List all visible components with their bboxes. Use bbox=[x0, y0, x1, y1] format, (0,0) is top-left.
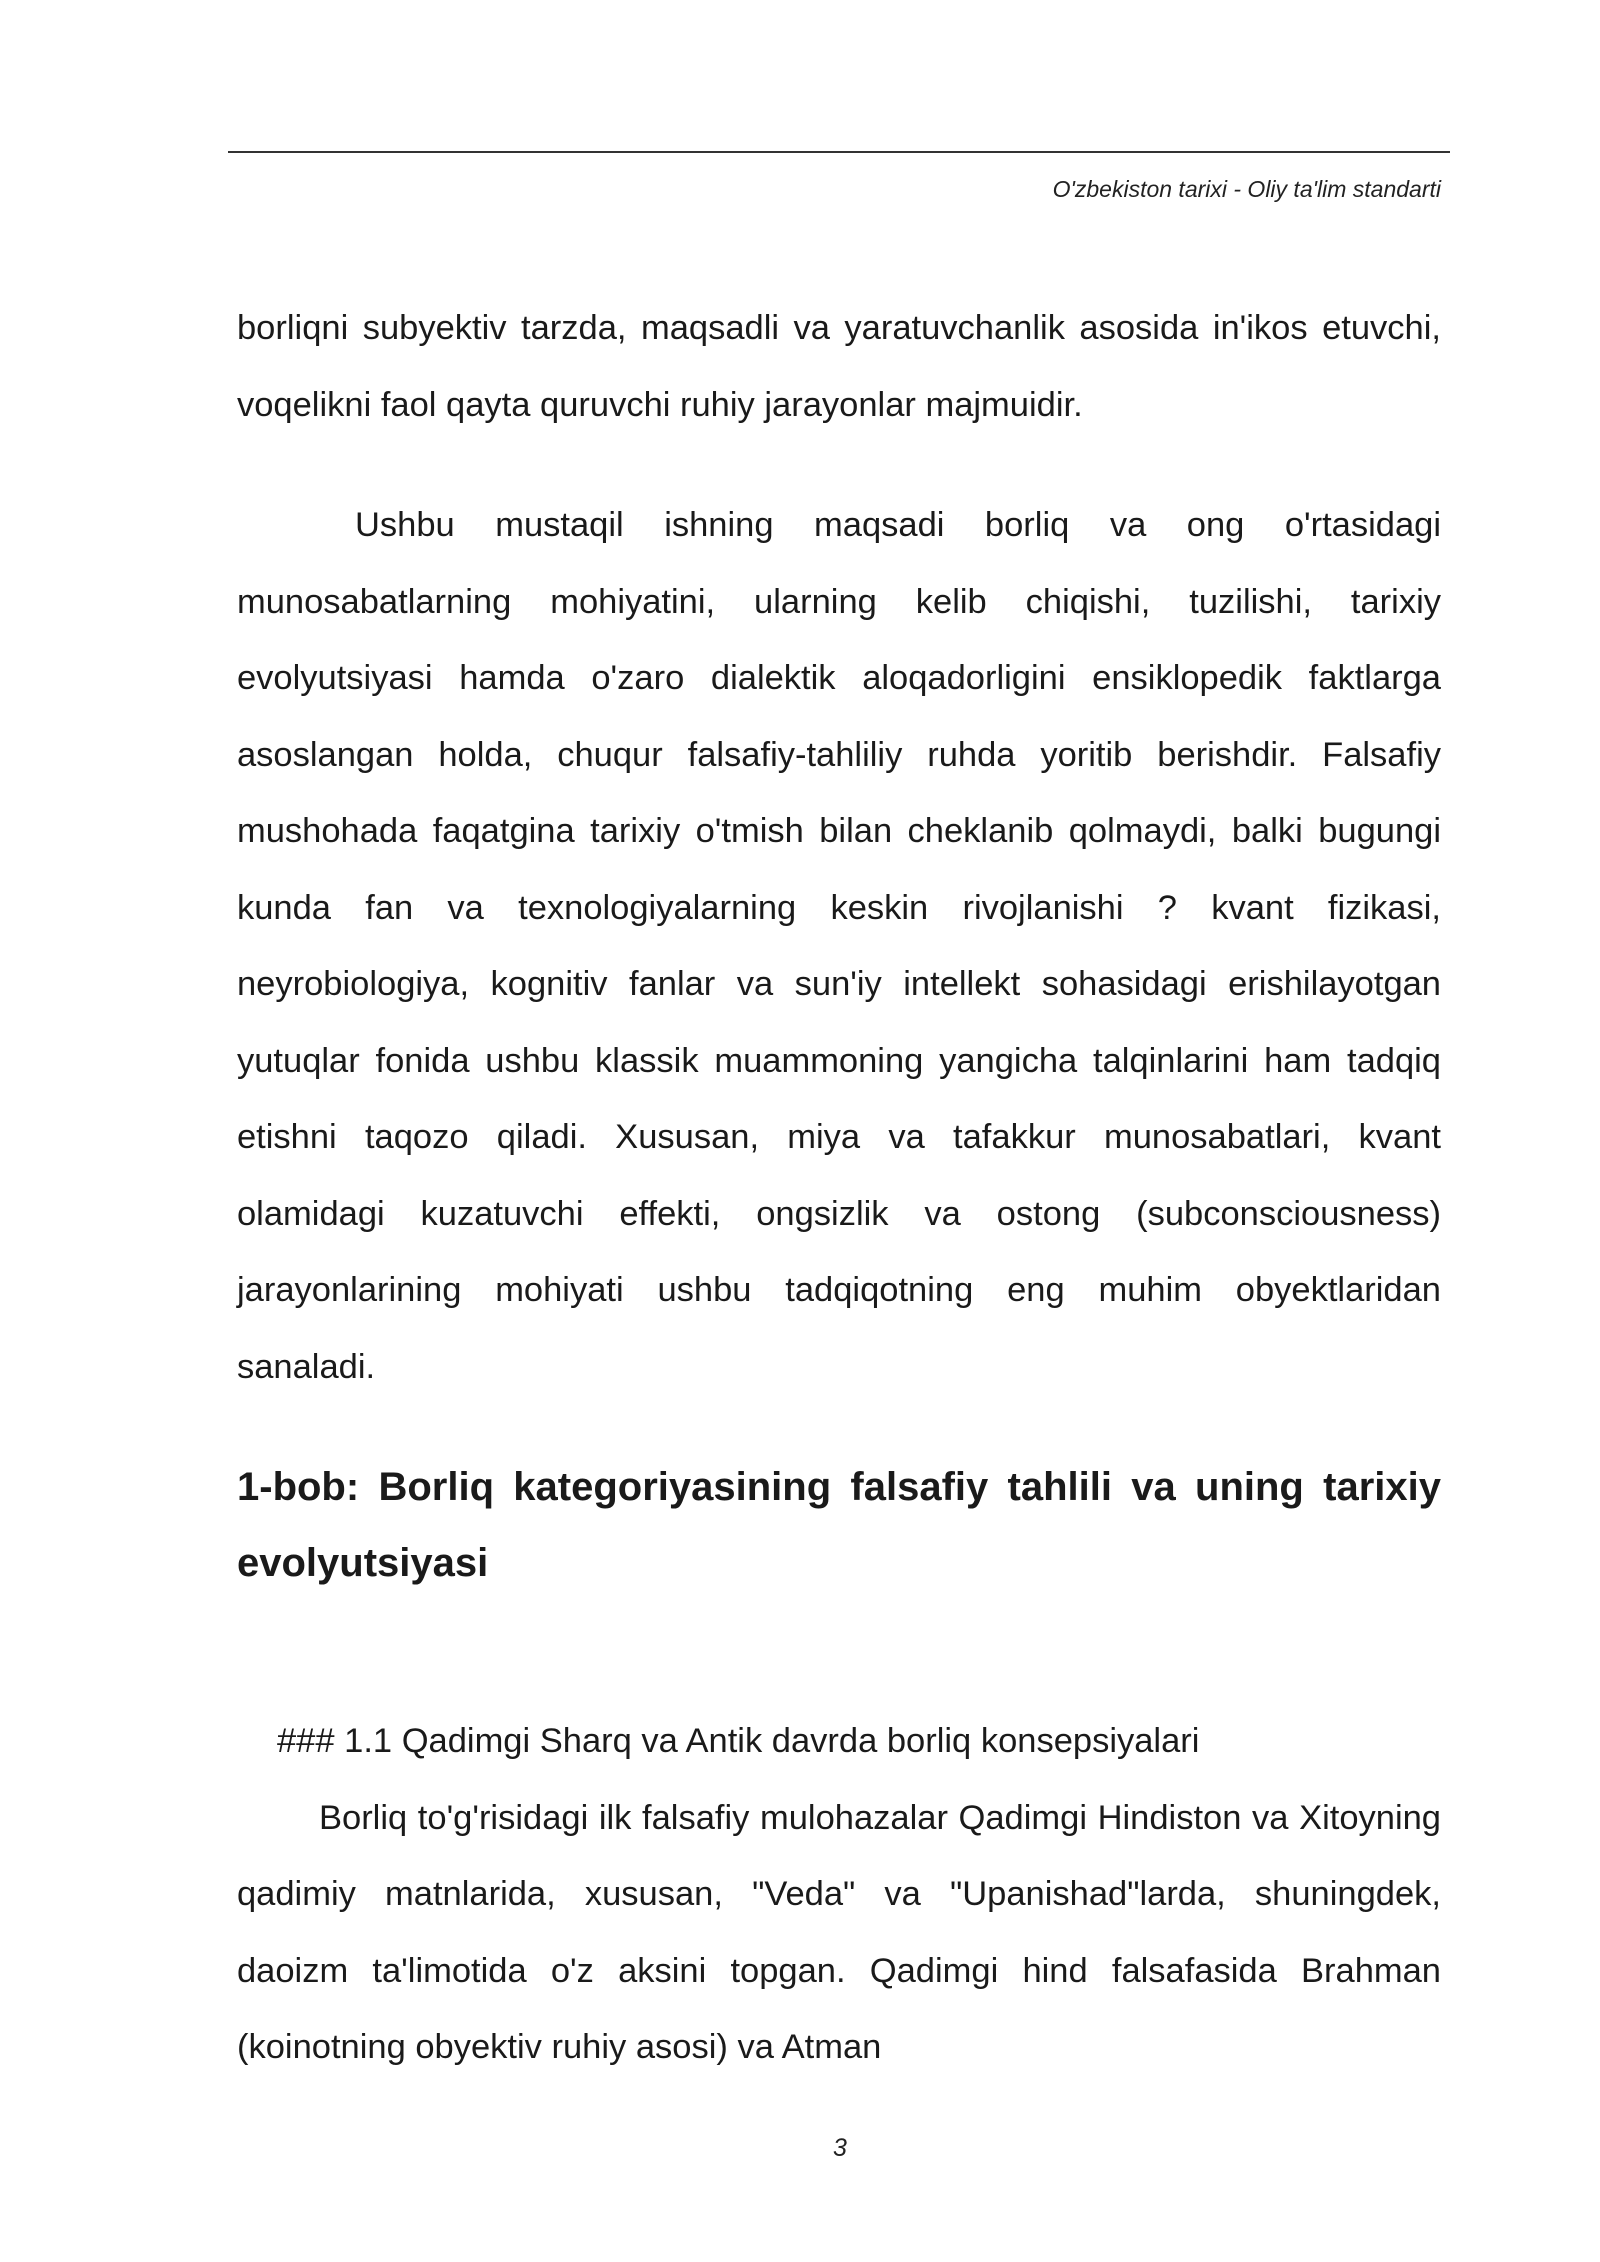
paragraph-continued: borliqni subyektiv tarzda, maqsadli va yaratuvchanlik asosida in'ikos etuvchi, voqelikni faol qayta quruvchi ruhiy jarayonlar majmuidir. bbox=[237, 309, 1441, 424]
paragraph-purpose: Ushbu mustaqil ishning maqsadi borliq va ong o'rtasidagi munosabatlarning mohiyatini, ularning kelib chiqishi, tuzilishi, tarixiy evolyutsiyasi hamda o'zaro dialektik aloqadorligini ensiklopedik faktlarga asoslangan holda, chuqur falsafiy-tahliliy ruhda yoritib berishdir. Falsafiy mushohada faqatgina tarixiy o'tmish bilan cheklanib qolmaydi, balki bugungi kunda fan va texnologiyalarning keskin rivojlanishi ? kvant fizikasi, neyrobiologiya, kognitiv fanlar va sun'iy intellekt sohasidagi erishilayotgan yutuqlar fonida ushbu klassik muammoning yangicha talqinlarini ham tadqiq etishni taqozo qiladi. Xususan, miya va tafakkur munosabatlari, kvant olamidagi kuzatuvchi effekti, ongsizlik va ostong (subconsciousness) jarayonlarining mohiyati ushbu tadqiqotning eng muhim obyektlaridan sanaladi. bbox=[237, 506, 1441, 1386]
page-body bbox=[237, 290, 1441, 2086]
page-number: 3 bbox=[833, 2134, 847, 2162]
running-header: O'zbekiston tarixi - Oliy ta'lim standarti bbox=[1052, 176, 1441, 202]
paragraph-section: Borliq to'g'risidagi ilk falsafiy mulohazalar Qadimgi Hindiston va Xitoyning qadimiy matnlarida, xususan, "Veda" va "Upanishad"larda, shuningdek, daoizm ta'limotida o'z aksini topgan. Qadimgi hind falsafasida Brahman (koinotning obyektiv ruhiy asosi) va Atman bbox=[237, 1798, 1441, 2066]
header-divider bbox=[228, 151, 1450, 153]
section-heading: ### 1.1 Qadimgi Sharq va Antik davrda borliq konsepsiyalari bbox=[277, 1722, 1200, 1760]
chapter-title: 1-bob: Borliq kategoriyasining falsafiy tahlili va uning tarixiy evolyutsiyasi bbox=[237, 1465, 1441, 1585]
